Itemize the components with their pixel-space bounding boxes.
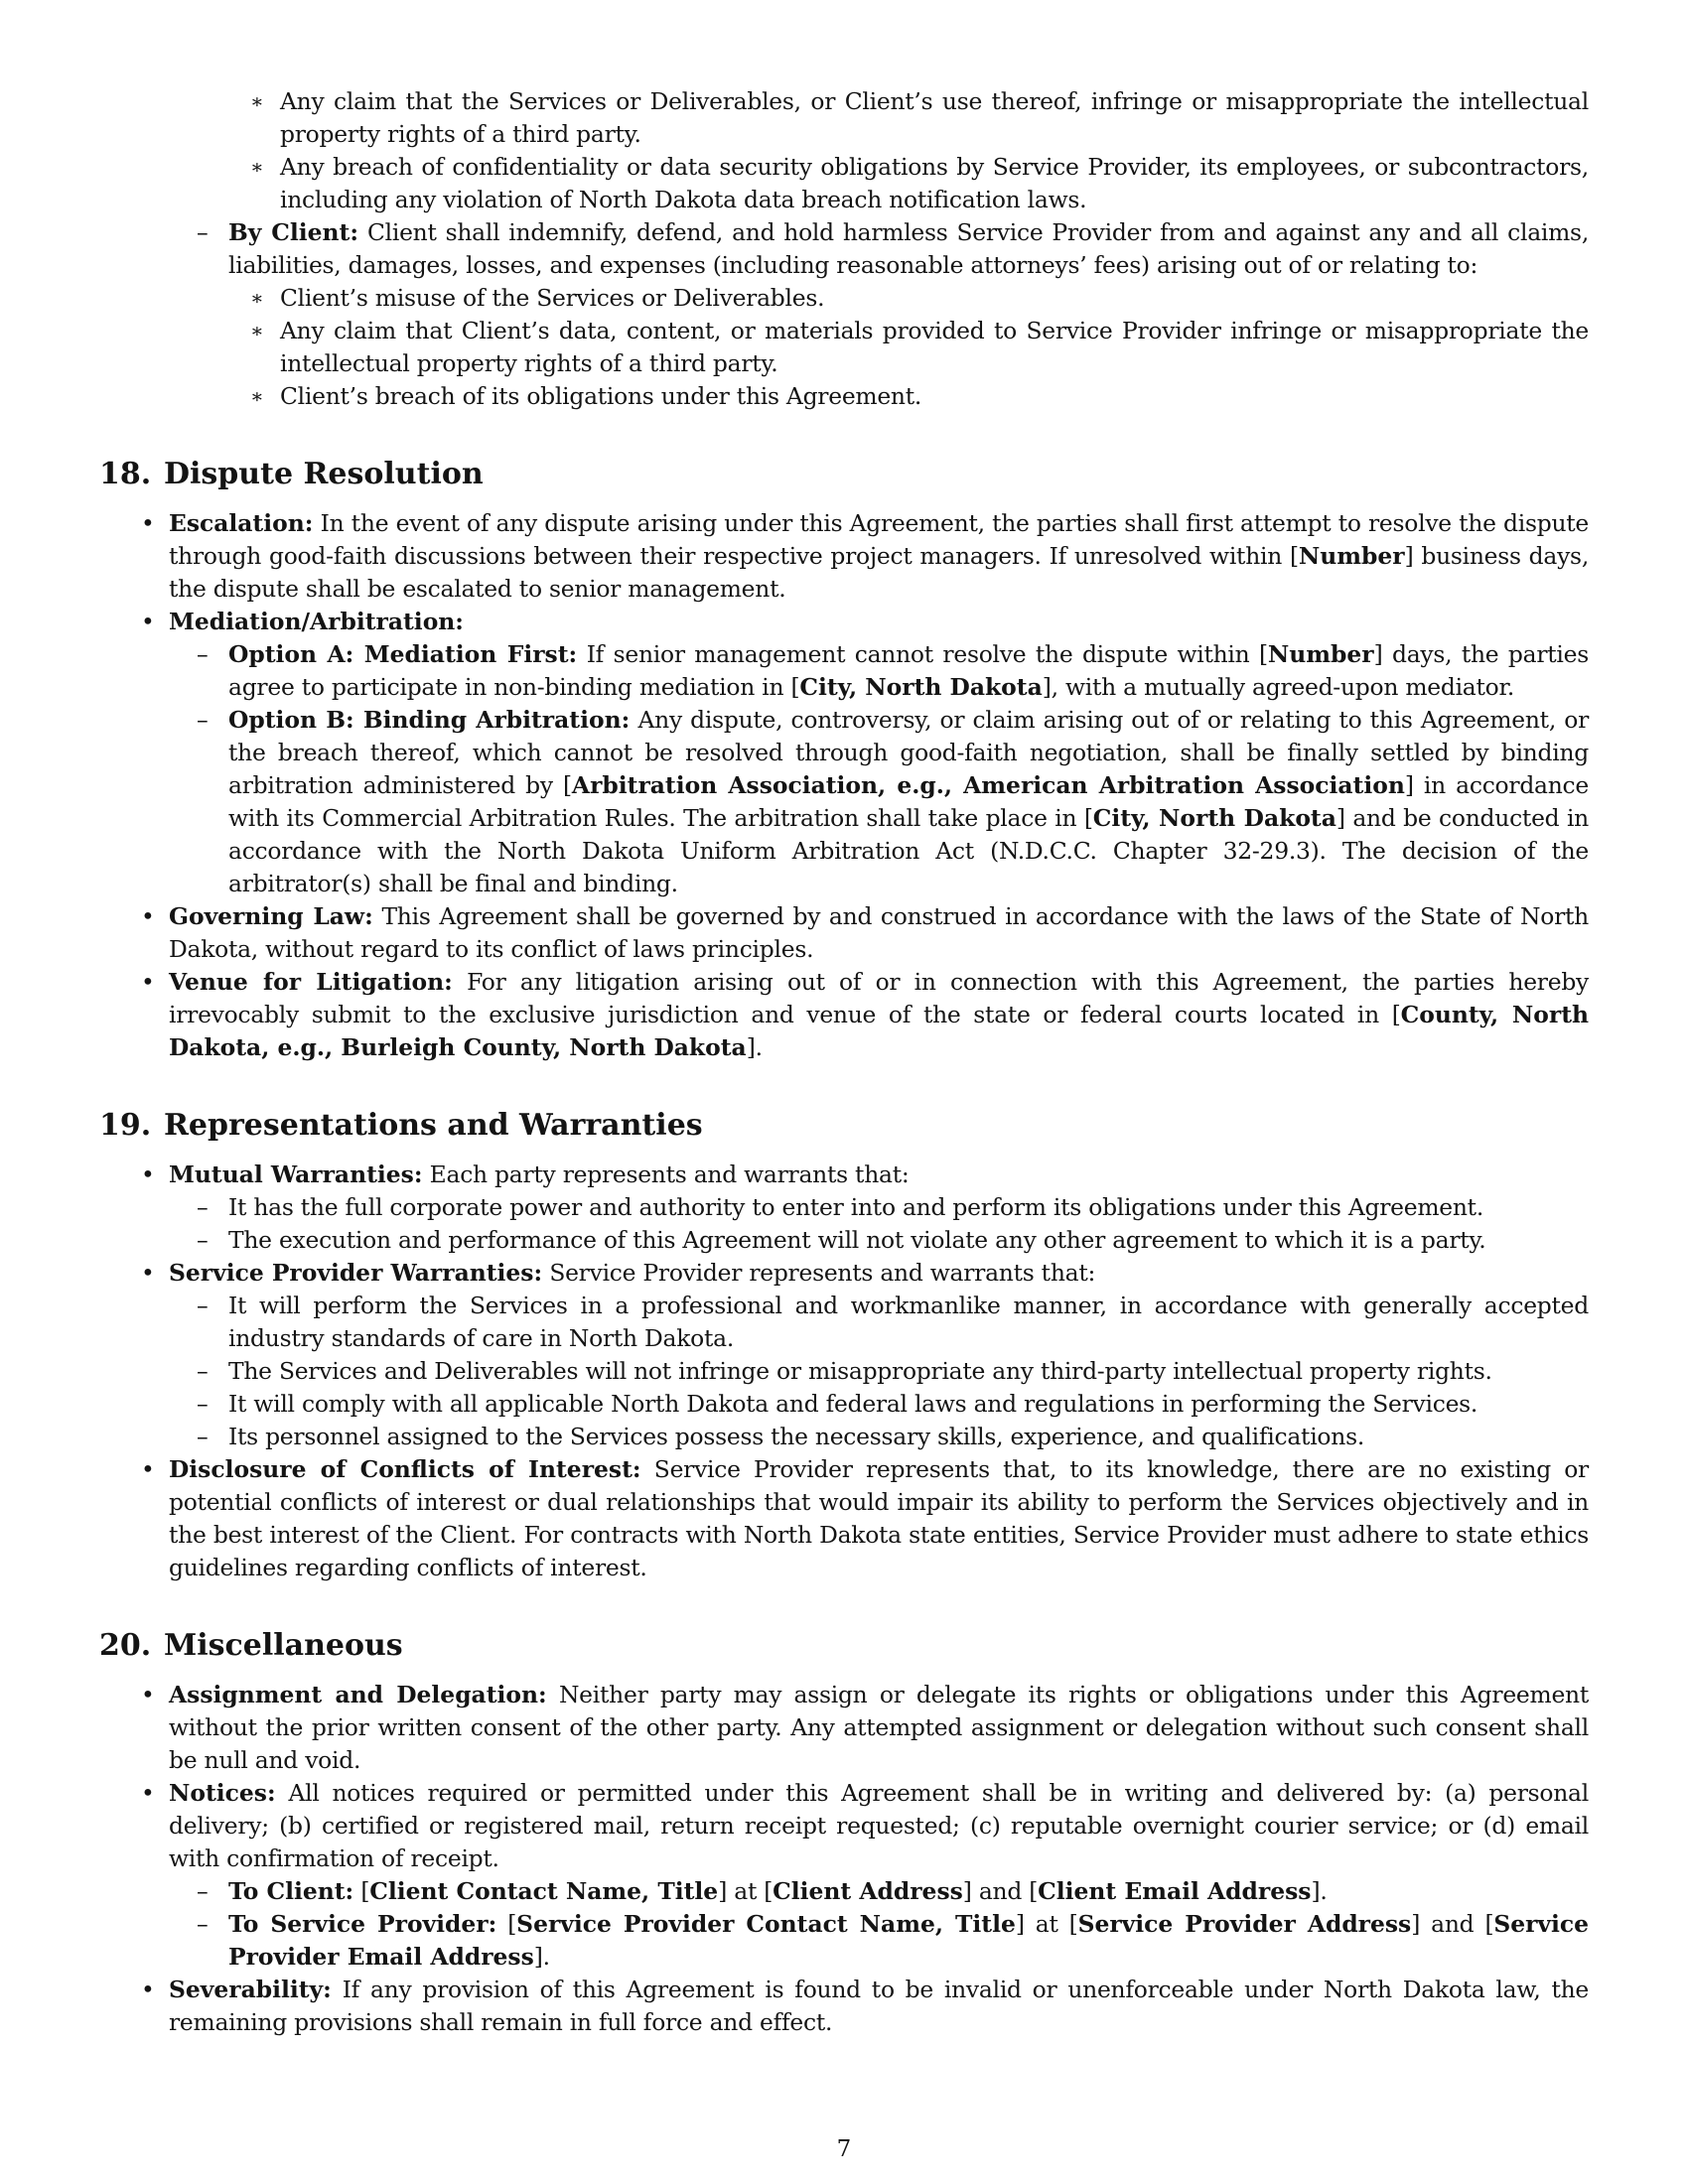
document-page bbox=[99, 85, 1589, 2039]
bullet-marker: • bbox=[141, 1259, 155, 1287]
section-heading-dispute-resolution: 18. Dispute Resolution bbox=[99, 457, 484, 491]
bullet-marker: • bbox=[141, 902, 155, 930]
list-item-to-client: – To Client: [Client Contact Name, Title] at [Client Address] and [Client Email Address]. bbox=[99, 1875, 1589, 1908]
dash-marker: – bbox=[197, 218, 209, 246]
star-marker: ∗ bbox=[250, 319, 264, 342]
list-item: ∗ Client’s misuse of the Services or Deliverables. bbox=[99, 282, 1589, 315]
star-marker: ∗ bbox=[250, 384, 264, 408]
list-item: – Its personnel assigned to the Services possess the necessary skills, experience, and qualifications. bbox=[99, 1421, 1589, 1453]
dash-marker: – bbox=[197, 1292, 209, 1319]
bullet-marker: • bbox=[141, 608, 155, 635]
dash-marker: – bbox=[197, 640, 209, 668]
star-marker: ∗ bbox=[250, 286, 264, 310]
list-item-conflicts: • Disclosure of Conflicts of Interest: Service Provider represents that, to its knowledge, there are no existing or potential conflicts of interest or dual relationships that would impair its ability to perform the Services objectively and in the best interest of the Client. For contracts with North Dakota state entities, Service Provider must adhere to state ethics guidelines regarding conflicts of interest. bbox=[141, 1455, 1589, 1581]
bullet-marker: • bbox=[141, 1976, 155, 2003]
dash-marker: – bbox=[197, 706, 209, 734]
list-item: – It has the full corporate power and authority to enter into and perform its obligations under this Agreement. bbox=[99, 1191, 1589, 1224]
list-item-governing-law: • Governing Law: This Agreement shall be governed by and construed in accordance with the laws of the State of North Dakota, without regard to its conflict of laws principles. bbox=[141, 902, 1589, 963]
dash-marker: – bbox=[197, 1877, 209, 1905]
bullet-marker: • bbox=[141, 1681, 155, 1708]
list-item-assignment: • Assignment and Delegation: Neither party may assign or delegate its rights or obligations under this Agreement without the prior written consent of the other party. Any attempted assignment or delegation without such consent shall be null and void. bbox=[141, 1681, 1589, 1774]
list-item-option-b: – Option B: Binding Arbitration: Any dispute, controversy, or claim arising out of or relating to this Agreement, or the breach thereof, which cannot be resolved through good-faith negotiation, shall be finally settled by binding arbitration administered by [Arbitration Association, e.g., American Arbitration Association] in accordance with its Commercial Arbitration Rules. The arbitration shall take place in [City, North Dakota] and be conducted in accordance with the North Dakota Uniform Arbitration Act (N.D.C.C. Chapter 32-29.3). The decision of the arbitrator(s) shall be final and binding. bbox=[197, 706, 1590, 897]
bullet-marker: • bbox=[141, 968, 155, 996]
list-item-escalation: • Escalation: In the event of any dispute arising under this Agreement, the parties shall first attempt to resolve the dispute through good-faith discussions between their respective project managers. If unresolved within [Number] business days, the dispute shall be escalated to senior management. bbox=[141, 509, 1590, 603]
list-item: ∗ Any claim that Client’s data, content, or materials provided to Service Provider infringe or misappropriate the intellectual property rights of a third party. bbox=[250, 317, 1589, 377]
list-item: ∗ Client’s breach of its obligations under this Agreement. bbox=[99, 380, 1589, 413]
list-item: – The execution and performance of this Agreement will not violate any other agreement to which it is a party. bbox=[99, 1224, 1589, 1257]
list-item-mediation: • Mediation/Arbitration: bbox=[99, 606, 1589, 638]
dash-marker: – bbox=[197, 1357, 209, 1385]
bullet-marker: • bbox=[141, 1160, 155, 1188]
list-item-venue: • Venue for Litigation: For any litigation arising out of or in connection with this Agreement, the parties hereby irrevocably submit to the exclusive jurisdiction and venue of the state or federal courts located in [County, North Dakota, e.g., Burleigh County, North Dakota]. bbox=[141, 968, 1590, 1061]
list-item: – It will comply with all applicable North Dakota and federal laws and regulations in performing the Services. bbox=[99, 1388, 1589, 1421]
dash-marker: – bbox=[197, 1193, 209, 1221]
star-marker: ∗ bbox=[250, 89, 264, 113]
bullet-marker: • bbox=[141, 1779, 155, 1807]
list-item-mutual-warranties: • Mutual Warranties: Each party represents and warrants that: bbox=[99, 1159, 1589, 1191]
list-item: – The Services and Deliverables will not infringe or misappropriate any third-party intellectual property rights. bbox=[99, 1355, 1589, 1388]
star-marker: ∗ bbox=[250, 155, 264, 179]
list-item-notices: • Notices: All notices required or permitted under this Agreement shall be in writing and delivered by: (a) personal delivery; (b) certified or registered mail, return receipt requested; (c) reputable overnight courier service; or (d) email with confirmation of receipt. bbox=[141, 1779, 1589, 1872]
list-item-option-a: – Option A: Mediation First: If senior management cannot resolve the dispute within [Number] days, the parties agree to participate in non-binding mediation in [City, North Dakota], with a mutually agreed-upon mediator. bbox=[197, 640, 1589, 701]
list-item-to-service-provider: – To Service Provider: [Service Provider Contact Name, Title] at [Service Provider Address] and [Service Provider Email Address]. bbox=[197, 1910, 1590, 1971]
dash-marker: – bbox=[197, 1390, 209, 1418]
section-heading-representations: 19. Representations and Warranties bbox=[99, 1108, 703, 1143]
page-number: 7 bbox=[836, 2136, 852, 2162]
dash-marker: – bbox=[197, 1226, 209, 1254]
list-item-by-client: – By Client: Client shall indemnify, defend, and hold harmless Service Provider from and against any and all claims, liabilities, damages, losses, and expenses (including reasonable attorneys’ fees) arising out of or relating to: bbox=[197, 218, 1589, 279]
list-item-severability: • Severability: If any provision of this Agreement is found to be invalid or unenforceable under North Dakota law, the remaining provisions shall remain in full force and effect. bbox=[141, 1976, 1589, 2036]
list-item: – It will perform the Services in a professional and workmanlike manner, in accordance with generally accepted industry standards of care in North Dakota. bbox=[197, 1292, 1589, 1352]
bullet-marker: • bbox=[141, 509, 155, 537]
list-item: ∗ Any claim that the Services or Deliverables, or Client’s use thereof, infringe or misappropriate the intellectual property rights of a third party. bbox=[250, 87, 1589, 148]
list-item-provider-warranties: • Service Provider Warranties: Service Provider represents and warrants that: bbox=[99, 1257, 1589, 1290]
bullet-marker: • bbox=[141, 1455, 155, 1483]
dash-marker: – bbox=[197, 1423, 209, 1450]
section-heading-miscellaneous: 20. Miscellaneous bbox=[99, 1628, 403, 1663]
list-item: ∗ Any breach of confidentiality or data security obligations by Service Provider, its employees, or subcontractors, including any violation of North Dakota data breach notification laws. bbox=[250, 153, 1589, 213]
dash-marker: – bbox=[197, 1910, 209, 1938]
